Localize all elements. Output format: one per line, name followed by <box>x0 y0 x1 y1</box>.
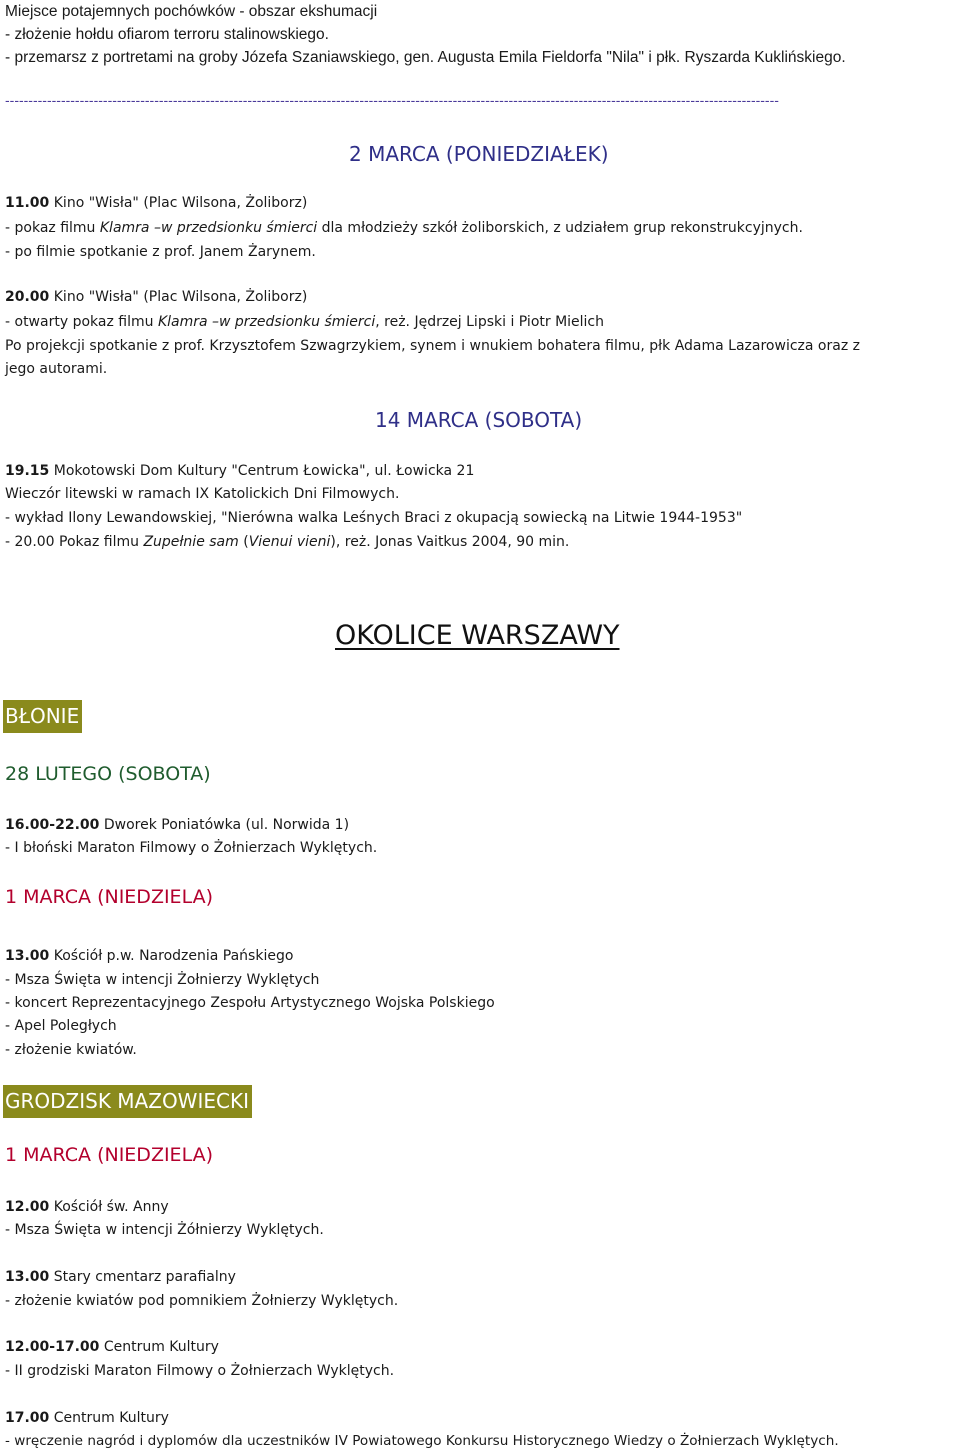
grodzisk-event2-header <box>5 1266 236 1290</box>
event-time: 12.00-17.00 <box>5 1339 100 1355</box>
event-place: Mokotowski Dom Kultury "Centrum Łowicka", ul. Łowicka 21 <box>53 463 475 479</box>
grodzisk-event3-line1: - II grodziski Maraton Filmowy o Żołnierzach Wyklętych. <box>5 1363 395 1379</box>
event-14-marca-line1: Wieczór litewski w ramach IX Katolickich Dni Filmowych. <box>5 486 400 502</box>
text-span: ( <box>238 534 249 550</box>
event-14-marca-line2: - wykład Ilony Lewandowskiej, "Nierówna walka Leśnych Braci z okupacją sowiecką na Litwie 1944-1953" <box>5 510 743 526</box>
event-2-marca-2-line3: jego autorami. <box>5 361 108 377</box>
event-place: Centrum Kultury <box>103 1339 219 1355</box>
heading-1-marca-blonie: 1 MARCA (NIEDZIELA) <box>5 886 213 908</box>
grodzisk-event3-header <box>5 1336 219 1360</box>
film-title-original: Vienui vieni <box>248 534 331 550</box>
text-span: - otwarty pokaz filmu <box>5 314 158 330</box>
text-span: , reż. Jędrzej Lipski i Piotr Mielich <box>375 314 605 330</box>
event-place: Kino "Wisła" (Plac Wilsona, Żoliborz) <box>53 289 308 305</box>
blonie-event1-line1: - I błoński Maraton Filmowy o Żołnierzach Wyklętych. <box>5 840 378 856</box>
text-span: - 20.00 Pokaz filmu <box>5 534 144 550</box>
event-time: 11.00 <box>5 195 50 211</box>
event-place: Kościół p.w. Narodzenia Pańskiego <box>53 948 294 964</box>
event-2-marca-2-header <box>5 286 307 310</box>
heading-1-marca-grodzisk: 1 MARCA (NIEDZIELA) <box>5 1144 213 1166</box>
town-blonie <box>3 700 82 733</box>
event-place: Centrum Kultury <box>53 1410 169 1426</box>
top-line-3: - przemarsz z portretami na groby Józefa Szaniawskiego, gen. Augusta Emila Fieldorfa "Nila" i płk. Ryszarda Kuklińskiego. <box>5 49 846 66</box>
text-span: - pokaz filmu <box>5 220 100 236</box>
event-time: 17.00 <box>5 1410 50 1426</box>
top-line-2: - złożenie hołdu ofiarom terroru stalinowskiego. <box>5 26 329 43</box>
blonie-event2-line1: - Msza Święta w intencji Żołnierzy Wyklętych <box>5 972 320 988</box>
event-14-marca-line3 <box>5 531 569 555</box>
top-line-1: Miejsce potajemnych pochówków - obszar ekshumacji <box>5 3 378 20</box>
town-label: BŁONIE <box>3 700 82 733</box>
blonie-event2-line4: - złożenie kwiatów. <box>5 1042 137 1058</box>
film-title: Klamra –w przedsionku śmierci <box>157 314 376 330</box>
event-2-marca-1-line1 <box>5 217 803 241</box>
event-place: Dworek Poniatówka (ul. Norwida 1) <box>103 817 350 833</box>
event-time: 20.00 <box>5 289 50 305</box>
event-time: 19.15 <box>5 463 50 479</box>
event-2-marca-1-line2: - po filmie spotkanie z prof. Janem Żarynem. <box>5 244 316 260</box>
event-2-marca-1-header <box>5 192 307 216</box>
event-time: 16.00-22.00 <box>5 817 100 833</box>
heading-28-lutego: 28 LUTEGO (SOBOTA) <box>5 763 211 785</box>
grodzisk-event4-line1: - wręczenie nagród i dyplomów dla uczestników IV Powiatowego Konkursu Historycznego Wiedzy o Żołnierzach Wyklętych. <box>5 1433 839 1449</box>
blonie-event1-header <box>5 814 349 838</box>
heading-14-marca: 14 MARCA (SOBOTA) <box>375 408 583 432</box>
grodzisk-event1-header <box>5 1196 169 1220</box>
event-2-marca-2-line2: Po projekcji spotkanie z prof. Krzysztofem Szwagrzykiem, synem i wnukiem bohatera filmu, płk Adama Lazarowicza oraz z <box>5 338 860 354</box>
grodzisk-event2-line1: - złożenie kwiatów pod pomnikiem Żołnierzy Wyklętych. <box>5 1293 399 1309</box>
separator-line: ---------------------------------------------------------------------------------------------------------------------------------------------------------------------- <box>5 92 779 108</box>
text-span: dla młodzieży szkół żoliborskich, z udziałem grup rekonstrukcyjnych. <box>317 220 803 236</box>
okolice-heading: OKOLICE WARSZAWY <box>335 620 620 651</box>
film-title: Klamra –w przedsionku śmierci <box>99 220 318 236</box>
event-place: Kino "Wisła" (Plac Wilsona, Żoliborz) <box>53 195 308 211</box>
event-place: Stary cmentarz parafialny <box>53 1269 236 1285</box>
grodzisk-event4-header <box>5 1407 169 1431</box>
event-2-marca-2-line1 <box>5 311 604 335</box>
event-place: Kościół św. Anny <box>53 1199 169 1215</box>
blonie-event2-header <box>5 945 293 969</box>
event-time: 13.00 <box>5 948 50 964</box>
event-time: 13.00 <box>5 1269 50 1285</box>
blonie-event2-line3: - Apel Poległych <box>5 1018 117 1034</box>
event-time: 12.00 <box>5 1199 50 1215</box>
text-span: ), reż. Jonas Vaitkus 2004, 90 min. <box>330 534 570 550</box>
heading-2-marca: 2 MARCA (PONIEDZIAŁEK) <box>349 142 609 166</box>
town-grodzisk <box>3 1085 252 1118</box>
film-title: Zupełnie sam <box>143 534 239 550</box>
grodzisk-event1-line1: - Msza Święta w intencji Żółnierzy Wyklętych. <box>5 1222 324 1238</box>
event-14-marca-header <box>5 460 474 484</box>
blonie-event2-line2: - koncert Reprezentacyjnego Zespołu Artystycznego Wojska Polskiego <box>5 995 495 1011</box>
town-label: GRODZISK MAZOWIECKI <box>3 1085 252 1118</box>
